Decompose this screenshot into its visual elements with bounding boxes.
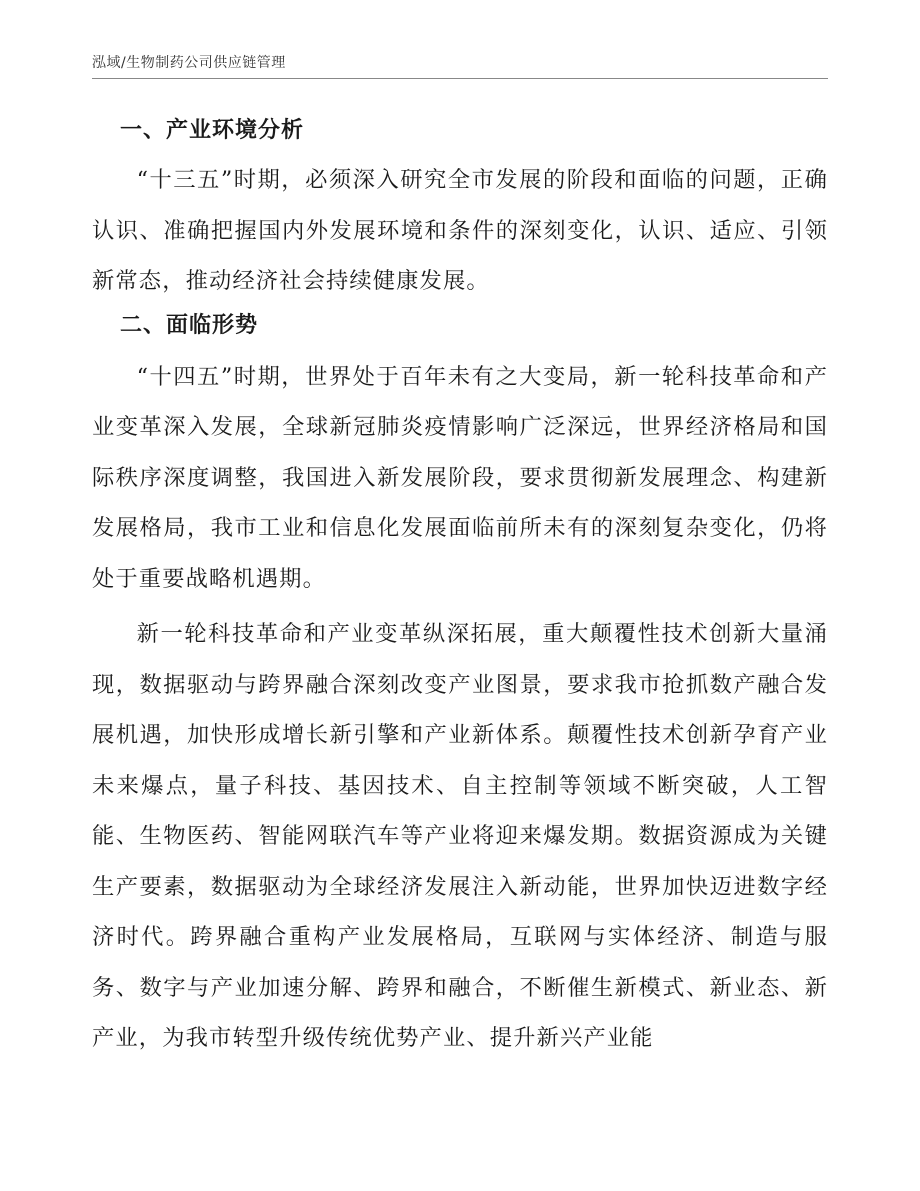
- paragraph-tech-revolution: 新一轮科技革命和产业变革纵深拓展，重大颠覆性技术创新大量涌现，数据驱动与跨界融合深刻改变产业图景，要求我市抢抓数产融合发展机遇，加快形成增长新引擎和产业新体系。颠覆性技术创新孕育产业未来爆点，量子科技、基因技术、自主控制等领域不断突破，人工智能、生物医药、智能网联汽车等产业将迎来爆发期。数据资源成为关键生产要素，数据驱动为全球经济发展注入新动能，世界加快迈进数字经济时代。跨界融合重构产业发展格局，互联网与实体经济、制造与服务、数字与产业加速分解、跨界和融合，不断催生新模式、新业态、新产业，为我市转型升级传统优势产业、提升新兴产业能: [92, 621, 828, 1051]
- paragraph-thirteenth-five-year: “十三五”时期，必须深入研究全市发展的阶段和面临的问题，正确认识、准确把握国内外发展环境和条件的深刻变化，认识、适应、引领新常态，推动经济社会持续健康发展。: [92, 167, 828, 294]
- paragraph-fourteenth-five-year: “十四五”时期，世界处于百年未有之大变局，新一轮科技革命和产业变革深入发展，全球新冠肺炎疫情影响广泛深远，世界经济格局和国际秩序深度调整，我国进入新发展阶段，要求贯彻新发展理念、构建新发展格局，我市工业和信息化发展面临前所未有的深刻复杂变化，仍将处于重要战略机遇期。: [92, 363, 828, 592]
- header-divider: [92, 78, 828, 79]
- page-header-title: 泓域/生物制药公司供应链管理: [92, 55, 286, 71]
- document-body: [92, 116, 828, 1064]
- section-heading-industry-environment: 一、产业环境分析: [120, 118, 305, 143]
- section-heading-situation: 二、面临形势: [120, 312, 259, 338]
